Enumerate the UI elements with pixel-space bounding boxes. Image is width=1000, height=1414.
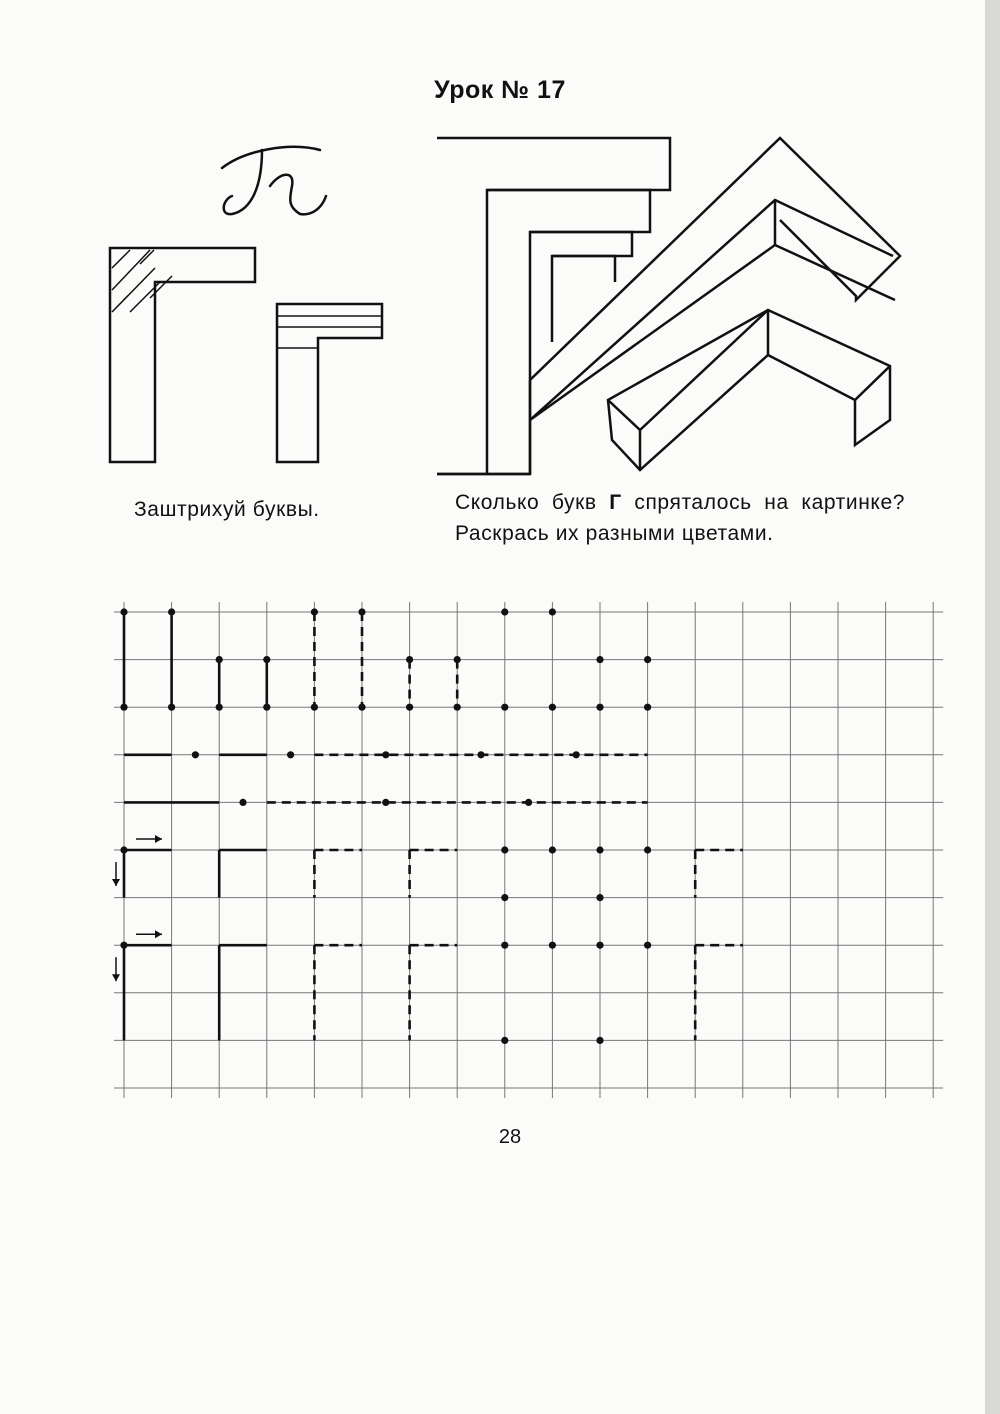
- trace-dot: [501, 608, 508, 615]
- trace-dot: [454, 656, 461, 663]
- trace-dot: [644, 942, 651, 949]
- trace-dot: [644, 846, 651, 853]
- trace-dot: [120, 608, 127, 615]
- count-task-caption: Сколько букв Г спряталось на картинке? Раскрась их разными цветами.: [455, 491, 906, 545]
- trace-dot: [358, 704, 365, 711]
- trace-dot: [501, 846, 508, 853]
- trace-dot: [454, 704, 461, 711]
- arrow-down-icon: [112, 974, 120, 981]
- trace-dot: [549, 846, 556, 853]
- trace-dot: [596, 942, 603, 949]
- trace-dot: [501, 894, 508, 901]
- trace-dot: [263, 656, 270, 663]
- trace-dot: [596, 704, 603, 711]
- arrow-right-icon: [155, 835, 162, 843]
- trace-dot: [239, 799, 246, 806]
- trace-dot: [216, 704, 223, 711]
- trace-dot: [501, 704, 508, 711]
- trace-dot: [525, 799, 532, 806]
- shade-task-caption: Заштрихуй буквы.: [134, 498, 320, 521]
- trace-dot: [192, 751, 199, 758]
- trace-dot: [501, 1037, 508, 1044]
- trace-dot: [477, 751, 484, 758]
- trace-dot: [549, 608, 556, 615]
- lesson-title: Урок № 17: [434, 76, 566, 104]
- trace-dot: [287, 751, 294, 758]
- trace-dot: [216, 656, 223, 663]
- task-letter: Г: [609, 491, 622, 514]
- trace-dot: [549, 942, 556, 949]
- trace-dot: [382, 799, 389, 806]
- trace-dot: [358, 608, 365, 615]
- arrow-down-icon: [112, 879, 120, 886]
- page-number: 28: [498, 1126, 522, 1148]
- arrow-right-icon: [155, 930, 162, 938]
- trace-dot: [120, 846, 127, 853]
- trace-dot: [311, 608, 318, 615]
- trace-dot: [120, 704, 127, 711]
- trace-dot: [596, 656, 603, 663]
- trace-dot: [573, 751, 580, 758]
- trace-dot: [168, 704, 175, 711]
- trace-dot: [644, 656, 651, 663]
- trace-dot: [382, 751, 389, 758]
- trace-dot: [549, 704, 556, 711]
- trace-dot: [311, 704, 318, 711]
- trace-dot: [406, 656, 413, 663]
- trace-dot: [120, 942, 127, 949]
- trace-dot: [596, 1037, 603, 1044]
- trace-dot: [596, 846, 603, 853]
- trace-dot: [501, 942, 508, 949]
- trace-dot: [168, 608, 175, 615]
- trace-dot: [406, 704, 413, 711]
- trace-dot: [263, 704, 270, 711]
- trace-dot: [596, 894, 603, 901]
- trace-dot: [644, 704, 651, 711]
